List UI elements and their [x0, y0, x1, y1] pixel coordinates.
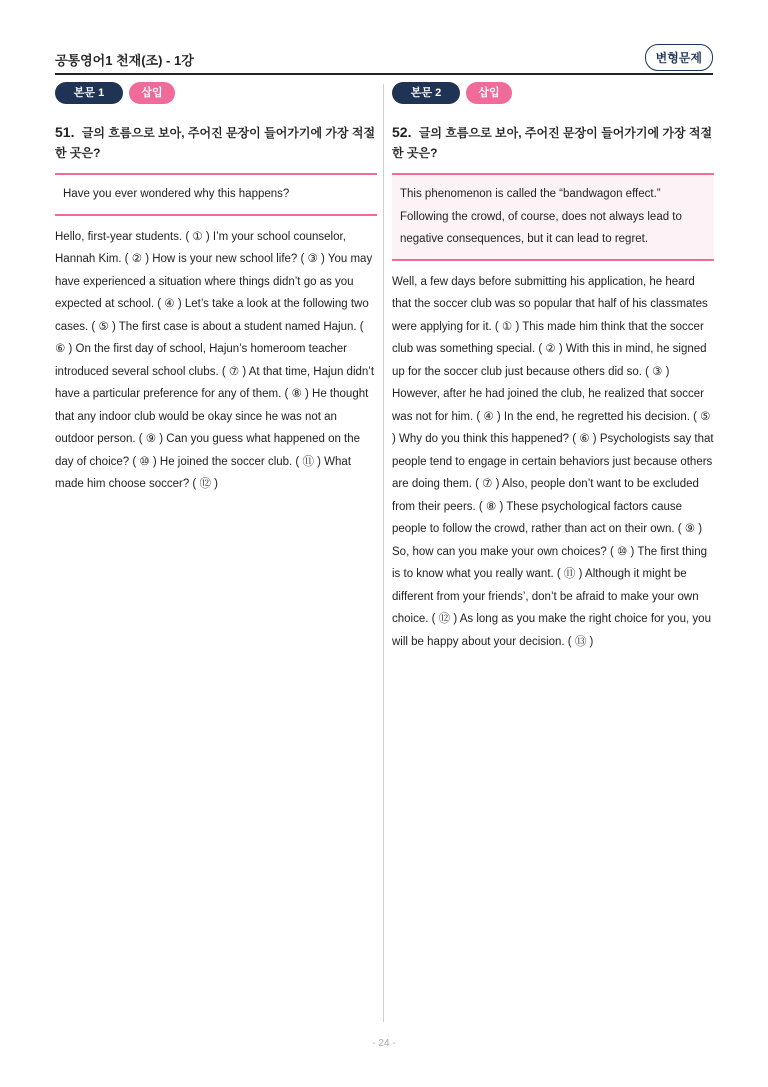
left-given-sentence-box — [55, 173, 377, 216]
right-tags — [392, 82, 714, 106]
left-type-tag: 삽입 — [129, 82, 175, 104]
left-section-tag: 본문 1 — [55, 82, 123, 104]
left-column — [55, 82, 377, 496]
left-passage: Hello, first-year students. ( ① ) I’m your school counselor, Hannah Kim. ( ② ) How is your new school life? ( ③ ) You may have experienced a situation where things didn’t go as you expected at school. ( ④ ) Let’s take a look at the following two cases. ( ⑤ ) The first case is about a student named Hajun. ( ⑥ ) On the first day of school, Hajun’s homeroom teacher introduced several school clubs. ( ⑦ ) At that time, Hajun didn’t have a particular preference for any of them. ( ⑧ ) He thought that any indoor club would be okay since he was not an outdoor person. ( ⑨ ) Can you guess what happened on the day of choice? ( ⑩ ) He joined the soccer club. ( ⑪ ) What made him choose soccer? ( ⑫ ) — [55, 230, 375, 490]
left-given-sentence: Have you ever wondered why this happens? — [63, 188, 290, 200]
right-section-tag: 본문 2 — [392, 82, 460, 104]
page-header — [55, 44, 713, 74]
right-question-title — [392, 122, 714, 163]
right-column — [392, 82, 714, 653]
right-type-tag: 삽입 — [466, 82, 512, 104]
page-number: - 24 - — [372, 1038, 396, 1049]
left-question-number: 51. — [55, 124, 75, 140]
right-question-number: 52. — [392, 124, 412, 140]
header-rule — [55, 73, 713, 75]
header-badge: 변형문제 — [645, 44, 713, 71]
column-divider — [383, 84, 384, 1022]
header-title: 공통영어1 천재(조) - 1강 — [55, 53, 194, 68]
left-question-text: 글의 흐름으로 보아, 주어진 문장이 들어가기에 가장 적절한 곳은? — [55, 126, 376, 160]
right-given-sentence-box — [392, 173, 714, 261]
left-tags — [55, 82, 377, 106]
right-question-text: 글의 흐름으로 보아, 주어진 문장이 들어가기에 가장 적절한 곳은? — [392, 126, 713, 160]
right-given-sentence: This phenomenon is called the “bandwagon effect.” Following the crowd, of course, does not always lead to negative consequences, but it can lead to regret. — [400, 188, 682, 245]
left-question-title — [55, 122, 377, 163]
right-passage: Well, a few days before submitting his application, he heard that the soccer club was so popular that half of his classmates were applying for it. ( ① ) This made him think that the soccer club was something special. ( ② ) With this in mind, he signed up for the soccer club just because others did so. ( ③ ) However, after he had joined the club, he realized that soccer was not for him. ( ④ ) In the end, he regretted his decision. ( ⑤ ) Why do you think this happened? ( ⑥ ) Psychologists say that people tend to engage in certain behaviors just because others are doing them. ( ⑦ ) Also, people don’t want to be excluded from their peers. ( ⑧ ) These psychological factors cause people to follow the crowd, rather than act on their own. ( ⑨ ) So, how can you make your own choices? ( ⑩ ) The first thing is to know what you really want. ( ⑪ ) Although it might be different from your friends’, don’t be afraid to make your own choice. ( ⑫ ) As long as you make the right choice for you, you will be happy about your decision. ( ⑬ ) — [392, 275, 714, 648]
